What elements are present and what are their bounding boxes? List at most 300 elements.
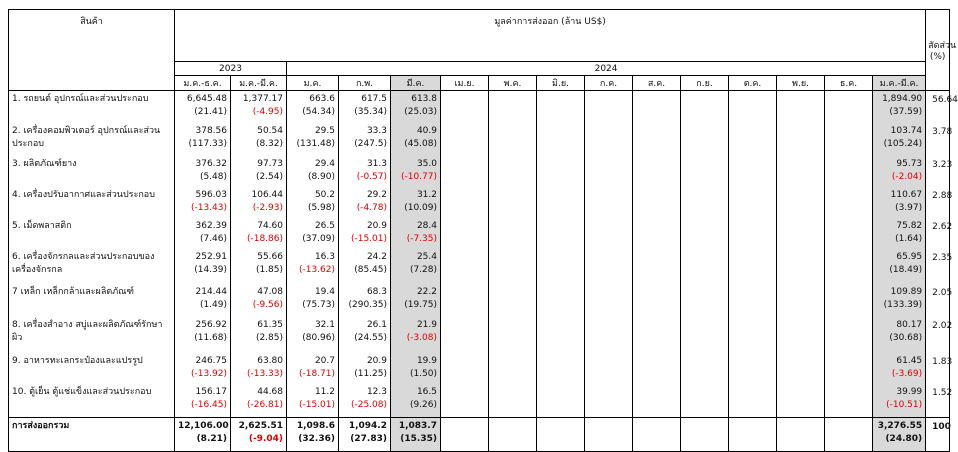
share-header-line2: (%)	[929, 52, 946, 62]
month-header: ม.ค.	[287, 76, 339, 91]
value-cell	[175, 317, 231, 353]
growth-rate: (-13.92)	[190, 368, 227, 379]
growth-rate: (-13.62)	[298, 264, 335, 275]
export-value: 20.9	[366, 220, 387, 231]
value-cell	[391, 384, 441, 418]
export-value: 26.5	[314, 220, 335, 231]
growth-rate: (-9.56)	[252, 299, 283, 310]
export-value: 50.2	[314, 189, 335, 200]
empty-cell	[729, 284, 777, 317]
value-cell	[175, 91, 231, 123]
total-row	[9, 418, 950, 452]
value-cell	[873, 187, 926, 218]
empty-cell	[537, 284, 585, 317]
export-value: 109.89	[890, 286, 923, 297]
empty-cell	[825, 218, 873, 249]
product-name: 7 เหล็ก เหล็กกล้าและผลิตภัณฑ์	[9, 284, 175, 317]
growth-rate: (8.90)	[307, 171, 335, 182]
export-value: 68.3	[366, 286, 387, 297]
export-value: 61.35	[257, 319, 283, 330]
empty-cell	[729, 317, 777, 353]
empty-cell	[681, 284, 729, 317]
export-value: 12,106.00	[178, 421, 229, 431]
empty-cell	[585, 384, 633, 418]
growth-rate: (-16.45)	[190, 399, 227, 410]
growth-rate: (-13.33)	[246, 368, 283, 379]
growth-rate: (-18.86)	[246, 233, 283, 244]
share-value: 2.02	[926, 317, 950, 353]
value-cell	[231, 218, 287, 249]
export-value: 32.1	[314, 319, 335, 330]
value-cell	[391, 418, 441, 452]
growth-rate: (3.97)	[895, 202, 923, 213]
empty-cell	[777, 284, 825, 317]
export-value: 19.4	[314, 286, 335, 297]
product-name: 6. เครื่องจักรกลและส่วนประกอบของเครื่องจักรกล	[9, 249, 175, 284]
growth-rate: (1.64)	[895, 233, 923, 244]
value-cell	[231, 317, 287, 353]
empty-cell	[585, 123, 633, 156]
table-row	[9, 384, 950, 418]
value-cell	[391, 353, 441, 384]
table-row	[9, 353, 950, 384]
export-value: 20.9	[366, 355, 387, 366]
export-value: 95.73	[896, 158, 923, 169]
growth-rate: (80.96)	[302, 332, 335, 343]
year-2023: 2023	[175, 62, 287, 76]
growth-rate: (-18.71)	[298, 368, 335, 379]
growth-rate: (9.26)	[409, 399, 437, 410]
empty-cell	[729, 218, 777, 249]
export-value: 50.54	[257, 125, 283, 136]
table-row	[9, 187, 950, 218]
growth-rate: (10.09)	[404, 202, 437, 213]
export-value: 40.9	[416, 125, 437, 136]
empty-cell	[729, 418, 777, 452]
value-cell	[339, 384, 391, 418]
export-value: 256.92	[195, 319, 227, 330]
empty-cell	[825, 418, 873, 452]
empty-cell	[441, 91, 489, 123]
month-header: ม.ค.-ธ.ค.	[175, 76, 231, 91]
export-value: 12.3	[366, 386, 387, 397]
empty-cell	[681, 156, 729, 187]
value-cell	[175, 156, 231, 187]
growth-rate: (45.08)	[404, 138, 437, 149]
export-value: 1,094.2	[348, 421, 387, 431]
export-value: 16.3	[314, 251, 335, 262]
empty-cell	[537, 249, 585, 284]
month-header: ต.ค.	[729, 76, 777, 91]
value-cell	[391, 187, 441, 218]
value-cell	[175, 187, 231, 218]
export-value: 74.60	[257, 220, 283, 231]
growth-rate: (-4.95)	[252, 107, 283, 117]
value-cell	[231, 249, 287, 284]
empty-cell	[681, 317, 729, 353]
export-value: 31.2	[416, 189, 437, 200]
empty-cell	[633, 91, 681, 123]
growth-rate: (-3.08)	[406, 332, 437, 343]
growth-rate: (131.48)	[296, 138, 335, 149]
growth-rate: (-10.77)	[400, 171, 437, 182]
empty-cell	[681, 353, 729, 384]
value-cell	[391, 156, 441, 187]
empty-cell	[729, 156, 777, 187]
month-header: ก.พ.	[339, 76, 391, 91]
growth-rate: (-26.81)	[246, 399, 283, 410]
growth-rate: (8.32)	[255, 138, 283, 149]
empty-cell	[537, 123, 585, 156]
value-cell	[339, 284, 391, 317]
empty-cell	[585, 156, 633, 187]
export-value: 106.44	[251, 189, 283, 200]
empty-cell	[777, 384, 825, 418]
export-value: 35.0	[416, 158, 437, 169]
value-cell	[231, 91, 287, 123]
empty-cell	[777, 317, 825, 353]
product-name: 5. เม็ดพลาสติก	[9, 218, 175, 249]
export-value: 362.39	[195, 220, 227, 231]
product-name: 10. ตู้เย็น ตู้แช่แข็งและส่วนประกอบ	[9, 384, 175, 418]
empty-cell	[729, 91, 777, 123]
table-row	[9, 218, 950, 249]
share-value: 1.52	[926, 384, 950, 418]
share-value: 56.64	[926, 91, 950, 123]
export-value: 252.91	[195, 251, 227, 262]
export-value: 39.99	[896, 386, 923, 397]
export-value: 6,645.48	[186, 94, 227, 104]
empty-cell	[489, 91, 537, 123]
empty-cell	[777, 91, 825, 123]
empty-cell	[585, 284, 633, 317]
export-value: 613.8	[411, 94, 437, 104]
export-value: 214.44	[195, 286, 227, 297]
empty-cell	[489, 384, 537, 418]
empty-cell	[489, 123, 537, 156]
value-cell	[175, 284, 231, 317]
share-value: 2.35	[926, 249, 950, 284]
empty-cell	[681, 418, 729, 452]
table-row	[9, 91, 950, 123]
empty-cell	[777, 353, 825, 384]
empty-cell	[585, 317, 633, 353]
product-name: การส่งออกรวม	[9, 418, 175, 452]
export-value: 31.3	[366, 158, 387, 169]
empty-cell	[633, 218, 681, 249]
growth-rate: (35.34)	[354, 107, 387, 117]
value-cell	[339, 156, 391, 187]
value-cell	[287, 156, 339, 187]
empty-cell	[441, 123, 489, 156]
value-cell	[873, 284, 926, 317]
growth-rate: (105.24)	[883, 138, 923, 149]
empty-cell	[441, 384, 489, 418]
share-value: 2.62	[926, 218, 950, 249]
value-cell	[391, 218, 441, 249]
share-value: 2.88	[926, 187, 950, 218]
empty-cell	[825, 187, 873, 218]
table-row	[9, 317, 950, 353]
table-row	[9, 123, 950, 156]
export-value: 1,083.7	[398, 421, 437, 431]
empty-cell	[633, 418, 681, 452]
growth-rate: (-13.43)	[190, 202, 227, 213]
value-cell	[175, 218, 231, 249]
product-name: 9. อาหารทะเลกระป๋องและแปรรูป	[9, 353, 175, 384]
month-header: ส.ค.	[633, 76, 681, 91]
export-value: 24.2	[366, 251, 387, 262]
export-value: 75.82	[896, 220, 923, 231]
month-header: เม.ย.	[441, 76, 489, 91]
growth-rate: (-2.04)	[891, 171, 923, 182]
export-value: 156.17	[195, 386, 227, 397]
table-row	[9, 284, 950, 317]
month-header: ก.ย.	[681, 76, 729, 91]
value-cell	[873, 353, 926, 384]
value-cell	[231, 353, 287, 384]
empty-cell	[825, 156, 873, 187]
empty-cell	[537, 384, 585, 418]
share-value: 3.78	[926, 123, 950, 156]
export-value: 63.80	[257, 355, 283, 366]
export-value: 47.08	[257, 286, 283, 297]
empty-cell	[585, 418, 633, 452]
empty-cell	[585, 249, 633, 284]
growth-rate: (8.21)	[196, 434, 227, 444]
growth-rate: (21.41)	[194, 107, 227, 117]
empty-cell	[441, 353, 489, 384]
empty-cell	[537, 317, 585, 353]
export-value: 29.4	[314, 158, 335, 169]
empty-cell	[825, 353, 873, 384]
export-value: 29.5	[314, 125, 335, 136]
growth-rate: (-2.93)	[252, 202, 283, 213]
empty-cell	[633, 123, 681, 156]
empty-cell	[681, 218, 729, 249]
growth-rate: (27.83)	[350, 434, 387, 444]
value-header: มูลค่าการส่งออก (ล้าน US$)	[175, 10, 926, 62]
month-header: ก.ค.	[585, 76, 633, 91]
value-cell	[873, 418, 926, 452]
growth-rate: (37.09)	[302, 233, 335, 244]
empty-cell	[441, 249, 489, 284]
empty-cell	[777, 156, 825, 187]
export-value: 19.9	[416, 355, 437, 366]
empty-cell	[585, 187, 633, 218]
export-value: 61.45	[896, 355, 923, 366]
growth-rate: (7.28)	[409, 264, 437, 275]
empty-cell	[585, 91, 633, 123]
empty-cell	[777, 187, 825, 218]
empty-cell	[489, 284, 537, 317]
empty-cell	[729, 353, 777, 384]
share-value: 100	[926, 418, 950, 452]
value-cell	[287, 418, 339, 452]
value-cell	[391, 91, 441, 123]
export-value: 25.4	[416, 251, 437, 262]
product-name: 2. เครื่องคอมพิวเตอร์ อุปกรณ์และส่วนประกอบ	[9, 123, 175, 156]
value-cell	[391, 249, 441, 284]
month-header: ม.ค.-มี.ค.	[873, 76, 926, 91]
value-cell	[873, 317, 926, 353]
empty-cell	[441, 187, 489, 218]
empty-cell	[633, 284, 681, 317]
growth-rate: (-15.01)	[350, 233, 387, 244]
growth-rate: (24.80)	[885, 434, 923, 444]
export-value: 21.9	[416, 319, 437, 330]
value-cell	[873, 156, 926, 187]
growth-rate: (24.55)	[354, 332, 387, 343]
value-cell	[391, 284, 441, 317]
empty-cell	[681, 91, 729, 123]
empty-cell	[441, 317, 489, 353]
value-cell	[339, 218, 391, 249]
value-cell	[339, 418, 391, 452]
export-value: 80.17	[896, 319, 923, 330]
value-cell	[231, 384, 287, 418]
empty-cell	[489, 187, 537, 218]
value-cell	[231, 123, 287, 156]
empty-cell	[633, 156, 681, 187]
share-value: 3.23	[926, 156, 950, 187]
value-cell	[231, 418, 287, 452]
empty-cell	[489, 249, 537, 284]
growth-rate: (85.45)	[354, 264, 387, 275]
value-cell	[175, 384, 231, 418]
growth-rate: (11.25)	[354, 368, 387, 379]
growth-rate: (11.68)	[194, 332, 227, 343]
empty-cell	[537, 187, 585, 218]
growth-rate: (18.49)	[889, 264, 923, 275]
growth-rate: (32.36)	[298, 434, 335, 444]
empty-cell	[585, 353, 633, 384]
value-cell	[339, 353, 391, 384]
empty-cell	[825, 317, 873, 353]
value-cell	[873, 384, 926, 418]
export-value: 20.7	[314, 355, 335, 366]
growth-rate: (54.34)	[302, 107, 335, 117]
growth-rate: (30.68)	[889, 332, 923, 343]
empty-cell	[777, 218, 825, 249]
empty-cell	[489, 156, 537, 187]
value-cell	[287, 284, 339, 317]
export-value: 33.3	[366, 125, 387, 136]
export-value: 55.66	[257, 251, 283, 262]
empty-cell	[777, 123, 825, 156]
empty-cell	[489, 317, 537, 353]
value-cell	[287, 91, 339, 123]
value-cell	[339, 123, 391, 156]
empty-cell	[441, 284, 489, 317]
share-header-line1: สัดส่วน	[928, 41, 957, 51]
growth-rate: (-15.01)	[298, 399, 335, 410]
value-cell	[391, 123, 441, 156]
export-value: 596.03	[195, 189, 227, 200]
export-value: 22.2	[416, 286, 437, 297]
growth-rate: (1.50)	[409, 368, 437, 379]
share-header	[926, 10, 957, 91]
value-cell	[287, 317, 339, 353]
growth-rate: (-9.04)	[248, 434, 283, 444]
empty-cell	[825, 91, 873, 123]
value-cell	[231, 156, 287, 187]
value-cell	[175, 418, 231, 452]
product-name: 3. ผลิตภัณฑ์ยาง	[9, 156, 175, 187]
growth-rate: (37.59)	[889, 107, 923, 117]
growth-rate: (2.85)	[255, 332, 283, 343]
empty-cell	[729, 249, 777, 284]
growth-rate: (75.73)	[302, 299, 335, 310]
growth-rate: (5.98)	[307, 202, 335, 213]
growth-rate: (5.48)	[199, 171, 227, 182]
export-value: 1,377.17	[242, 94, 283, 104]
value-cell	[391, 317, 441, 353]
growth-rate: (1.85)	[255, 264, 283, 275]
export-value: 28.4	[416, 220, 437, 231]
month-header: มิ.ย.	[537, 76, 585, 91]
value-cell	[873, 123, 926, 156]
product-name: 1. รถยนต์ อุปกรณ์และส่วนประกอบ	[9, 91, 175, 123]
empty-cell	[441, 156, 489, 187]
value-cell	[287, 384, 339, 418]
export-value: 3,276.55	[877, 421, 923, 431]
month-header: ม.ค.-มี.ค.	[231, 76, 287, 91]
export-value: 26.1	[366, 319, 387, 330]
empty-cell	[537, 353, 585, 384]
export-value: 11.2	[314, 386, 335, 397]
empty-cell	[585, 218, 633, 249]
value-cell	[873, 218, 926, 249]
value-cell	[231, 284, 287, 317]
month-header: พ.ย.	[777, 76, 825, 91]
growth-rate: (-7.35)	[406, 233, 437, 244]
growth-rate: (14.39)	[194, 264, 227, 275]
growth-rate: (1.49)	[199, 299, 227, 310]
value-cell	[287, 249, 339, 284]
empty-cell	[489, 218, 537, 249]
export-value: 246.75	[195, 355, 227, 366]
export-value: 110.67	[890, 189, 923, 200]
product-name: 4. เครื่องปรับอากาศและส่วนประกอบ	[9, 187, 175, 218]
share-value: 2.05	[926, 284, 950, 317]
growth-rate: (290.35)	[348, 299, 387, 310]
share-value: 1.83	[926, 353, 950, 384]
empty-cell	[729, 384, 777, 418]
export-table	[8, 9, 958, 452]
export-value: 103.74	[890, 125, 923, 136]
empty-cell	[777, 418, 825, 452]
growth-rate: (25.03)	[404, 107, 437, 117]
value-cell	[287, 187, 339, 218]
value-cell	[231, 187, 287, 218]
growth-rate: (133.39)	[883, 299, 923, 310]
empty-cell	[633, 249, 681, 284]
empty-cell	[489, 418, 537, 452]
value-cell	[287, 353, 339, 384]
export-value: 617.5	[361, 94, 387, 104]
empty-cell	[729, 123, 777, 156]
value-cell	[339, 249, 391, 284]
empty-cell	[537, 418, 585, 452]
value-cell	[339, 91, 391, 123]
table-row	[9, 156, 950, 187]
growth-rate: (-3.69)	[891, 368, 923, 379]
value-cell	[175, 249, 231, 284]
empty-cell	[825, 123, 873, 156]
empty-cell	[729, 187, 777, 218]
value-cell	[175, 123, 231, 156]
